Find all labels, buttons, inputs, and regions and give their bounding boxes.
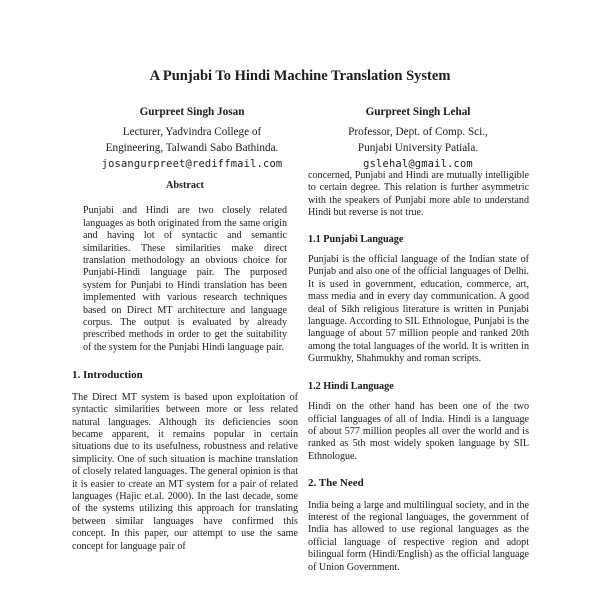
left-column [72,180,298,553]
author-2-affiliation-line1: Professor, Dept. of Comp. Sci., [348,126,488,138]
hindi-language-heading: 1.2 Hindi Language [308,380,394,392]
right-column [308,170,529,574]
author-1-email: josangurpreet@rediffmail.com [101,158,283,170]
author-1-affiliation-line1: Lecturer, Yadvindra College of [122,126,262,138]
abstract-text: Punjabi and Hindi are two closely related languages as both originated from the same origin and having lot of syntactic and semantic similarities. These similarities make direct translation methodology an obvious choice for Punjabi-Hindi language pair. The purposed system for Punjabi to Hindi translation has been implemented with various research techniques based on Direct MT architecture and language corpus. The output is evaluated by already prescribed methods in order to get the suitability of the system for the Punjabi Hindi language pair. [83,205,287,353]
introduction-text: The Direct MT system is based upon exploitation of syntactic similarities between more or less related natural languages. Although its deficiencies soon became apparent, it remains popular in certain situations due to its usefulness, robustness and relative simplicity. One of such situation is machine translation of closely related languages. The general opinion is that it is easier to create an MT system for a pair of related languages (Hajic et.al. 2000). In the last decade, some of the systems utilizing this approach for translating between similar languages have confirmed this concept. In this paper, our attempt to use the same concept for language pair of [72,391,298,552]
author-2-email: gslehal@gmail.com [363,158,473,170]
author-2-affiliation-line2: Punjabi University Patiala. [357,142,479,154]
punjabi-language-heading: 1.1 Punjabi Language [308,233,404,245]
punjabi-language-text: Punjabi is the official language of the Indian state of Punjab and also one of the official languages of Delhi. It is used in government, education, commerce, art, mass media and in every day communication. A good deal of Sikh religious literature is written in Punjabi language. According to SIL Ethnologue, Punjabi is the language of about 57 million people and ranked 20th among the total languages of the world. It is written in Gurmukhy, Shahmukhy and roman scripts. [308,254,529,365]
abstract-heading: Abstract [166,180,204,191]
hindi-language-text: Hindi on the other hand has been one of the two official languages of all of India. Hindi is a language of about 577 million peoples all over the world and is ranked as 5th most widely spoken language by SIL Ethnologue. [308,401,529,462]
author-1-name: Gurpreet Singh Josan [139,106,245,118]
introduction-heading: 1. Introduction [72,369,143,382]
author-1 [72,104,312,172]
author-2 [308,104,528,172]
continuation-text: concerned, Punjabi and Hindi are mutually intelligible to certain degree. This relation is further asymmetric with the speakers of Punjabi more able to understand Hindi but reverse is not true. [308,170,529,219]
need-text: India being a large and multilingual society, and in the interest of the regional languages, the government of India has allowed to use regional languages as the official language of respective region and adopt bilingual form (Hindi/English) as the official language of Union Government. [308,499,529,573]
author-1-affiliation-line2: Engineering, Talwandi Sabo Bathinda. [105,142,279,154]
need-heading: 2. The Need [308,477,364,490]
paper-title: A Punjabi To Hindi Machine Translation System [149,68,451,84]
author-2-name: Gurpreet Singh Lehal [365,106,471,118]
